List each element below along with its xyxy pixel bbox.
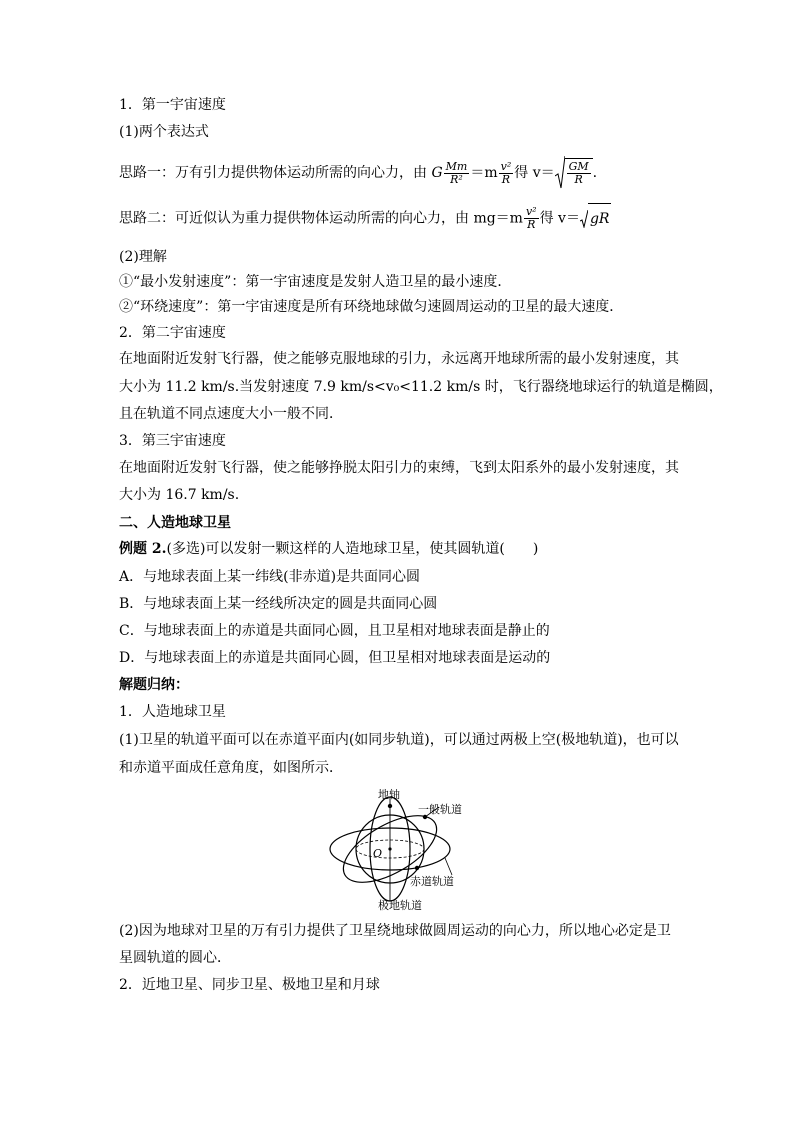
formula-line-approach-one: 思路一：万有引力提供物体运动所需的向心力，由 G $\frac{Mm}{\text{R²}}$ ＝m $\frac{\text{v²}}{R}$ 得 v＝ $\frac{GM}{R}$ . xyxy=(119,156,597,190)
solution-summary-heading: 解题归纳： xyxy=(119,677,189,693)
paragraph-third-line-2: 大小为 16.7 km/s. xyxy=(119,487,240,503)
satellite-polar xyxy=(388,804,392,808)
paragraph-center-line-1: (2)因为地球对卫星的万有引力提供了卫星绕地球做圆周运动的向心力，所以地心必定是卫 xyxy=(119,923,671,939)
label-equatorial-orbit: 赤道轨道 xyxy=(410,875,454,888)
symbol-G: G xyxy=(431,165,443,181)
option-a: A．与地球表面上某一纬线(非赤道)是共面同心圆 xyxy=(119,569,421,585)
paragraph-second-line-1: 在地面附近发射飞行器，使之能够克服地球的引力，永远离开地球所需的最小发射速度，其 xyxy=(119,351,679,367)
fraction-v2-over-R: $\frac{\text{v²}}{R}$ xyxy=(500,159,512,186)
fraction-Mm-over-R2: $\frac{Mm}{\text{R²}}$ xyxy=(445,159,468,186)
subheading-satellite-types: 2．近地卫星、同步卫星、极地卫星和月球 xyxy=(119,977,380,993)
paragraph-center-line-2: 星圆轨道的圆心． xyxy=(119,950,231,966)
sqrt-GM-over-R: $\frac{GM}{R}$ xyxy=(555,156,593,190)
heading-second-cosmic-velocity: 2．第二宇宙速度 xyxy=(119,325,226,341)
example-2-question xyxy=(119,540,538,558)
example-label: 例题 2. xyxy=(119,541,167,557)
paragraph-second-line-3: 且在轨道不同点速度大小一般不同． xyxy=(119,406,343,422)
label-earth-axis: 地轴 xyxy=(378,788,400,801)
formula-line-approach-two xyxy=(119,203,611,234)
label-polar-orbit: 极地轨道 xyxy=(378,899,422,912)
satellite-equatorial xyxy=(415,866,419,870)
text-approach-one: 思路一：万有引力提供物体运动所需的向心力，由 xyxy=(119,165,432,181)
fraction-v2-over-R-2: $\frac{\text{v²}}{R}$ xyxy=(525,205,537,231)
text-approach-two: 思路二：可近似认为重力提供物体运动所需的向心力，由 mg＝m xyxy=(119,210,523,227)
point-minimum-launch-speed: ①“最小发射速度”：第一宇宙速度是发射人造卫星的最小速度． xyxy=(119,274,512,290)
paragraph-third-line-1: 在地面附近发射飞行器，使之能够挣脱太阳引力的束缚，飞到太阳系外的最小发射速度，其 xyxy=(119,460,679,476)
point-orbital-speed: ②“环绕速度”：第一宇宙速度是所有环绕地球做匀速圆周运动的卫星的最大速度． xyxy=(119,299,624,315)
subheading-understanding: (2)理解 xyxy=(119,249,167,265)
label-general-orbit: 一般轨道 xyxy=(418,803,462,816)
subheading-artificial-satellite: 1．人造地球卫星 xyxy=(119,704,226,720)
sqrt-gR: gR xyxy=(580,203,612,234)
paragraph-orbit-plane-line-2: 和赤道平面成任意角度，如图所示． xyxy=(119,760,343,776)
paragraph-second-line-2: 大小为 11.2 km/s.当发射速度 7.9 km/s<v₀<11.2 km/s 时，飞行器绕地球运行的轨道是椭圆， xyxy=(119,379,723,395)
subheading-two-expressions: (1)两个表达式 xyxy=(119,124,209,140)
equals-m: ＝m xyxy=(470,165,498,181)
text-de-v-2: 得 v＝ xyxy=(539,210,580,227)
text-de-v: 得 v＝ xyxy=(514,165,555,181)
option-c: C．与地球表面上的赤道是共面同心圆，且卫星相对地球表面是静止的 xyxy=(119,623,550,639)
option-d: D．与地球表面上的赤道是共面同心圆，但卫星相对地球表面是运动的 xyxy=(119,650,551,666)
label-center-O: O xyxy=(373,847,383,860)
paragraph-orbit-plane-line-1: (1)卫星的轨道平面可以在赤道平面内(如同步轨道)，可以通过两极上空(极地轨道)，也可以 xyxy=(119,732,679,748)
heading-third-cosmic-velocity: 3．第三宇宙速度 xyxy=(119,433,226,449)
option-b: B．与地球表面上某一经线所决定的圆是共面同心圆 xyxy=(119,596,438,612)
example-text: (多选)可以发射一颗这样的人造地球卫星，使其圆轨道( ) xyxy=(166,541,539,557)
center-dot xyxy=(388,847,391,850)
heading-first-cosmic-velocity: 1．第一宇宙速度 xyxy=(119,97,226,113)
section-heading-artificial-satellite: 二、人造地球卫星 xyxy=(119,515,231,531)
